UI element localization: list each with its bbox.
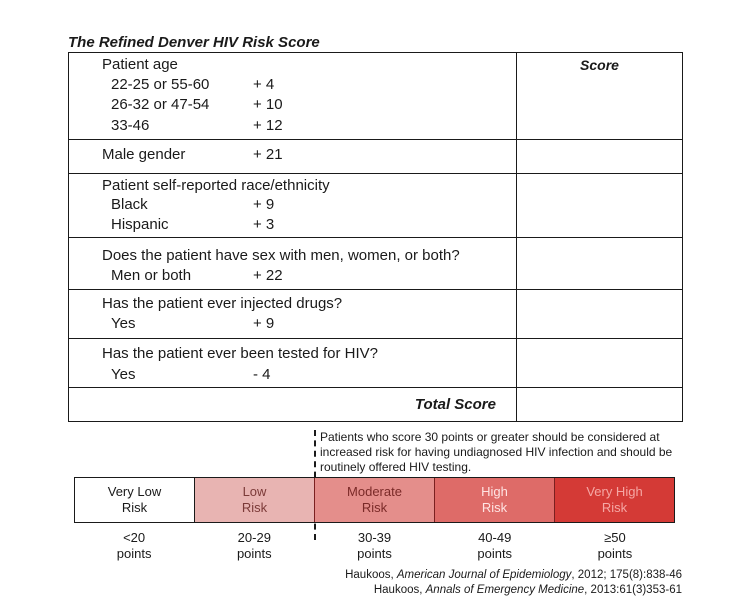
option-points: + 9 — [253, 315, 275, 332]
option-label: 33-46 — [111, 117, 150, 134]
score-column-header: Score — [580, 57, 619, 73]
section-title-race: Patient self-reported race/ethnicity — [102, 177, 330, 194]
section-title-injected-drugs: Has the patient ever injected drugs? — [102, 295, 343, 312]
row-divider — [69, 237, 682, 238]
option-points: + 3 — [253, 216, 275, 233]
risk-points-moderate: 30-39 points — [357, 530, 392, 561]
citation — [345, 569, 682, 581]
option-points: + 12 — [253, 117, 283, 134]
citation-journal: American Journal of Epidemiology — [396, 569, 572, 581]
section-title-hiv-tested: Has the patient ever been tested for HIV? — [102, 345, 378, 362]
option-points: + 4 — [253, 76, 275, 93]
row-divider — [69, 338, 682, 339]
citation-author: Haukoos, — [345, 569, 397, 581]
page-title: The Refined Denver HIV Risk Score — [68, 34, 320, 51]
citation-detail: , 2012; 175(8):838-46 — [571, 569, 682, 581]
risk-points-very-low: <20 points — [116, 530, 152, 561]
risk-level-moderate: Moderate Risk — [315, 478, 435, 522]
option-points: + 9 — [253, 196, 275, 213]
threshold-note: Patients who score 30 points or greater should be considered at increased risk for having undiagnosed HIV infection and should be routinely offered HIV testing. — [320, 430, 673, 474]
citation-author: Haukoos, — [373, 584, 426, 596]
option-label: 22-25 or 55-60 — [111, 76, 210, 93]
option-points: + 10 — [253, 96, 283, 113]
section-points-gender: + 21 — [253, 146, 283, 163]
score-table — [68, 52, 683, 422]
risk-level-very-high: Very High Risk — [555, 478, 674, 522]
citation — [374, 584, 682, 596]
risk-points-very-high: ≥50 points — [597, 530, 633, 561]
row-divider — [69, 139, 682, 140]
option-label: 26-32 or 47-54 — [111, 96, 210, 113]
section-title-age: Patient age — [102, 56, 178, 73]
row-divider — [69, 289, 682, 290]
risk-scale-bar — [74, 477, 675, 523]
section-title-gender: Male gender — [102, 146, 186, 163]
citation-detail: , 2013:61(3)353-61 — [584, 584, 682, 596]
row-divider — [69, 173, 682, 174]
option-label: Yes — [111, 366, 136, 383]
option-label: Yes — [111, 315, 136, 332]
risk-level-very-low: Very Low Risk — [75, 478, 195, 522]
risk-points-row — [74, 530, 675, 562]
total-score-label: Total Score — [414, 396, 496, 413]
section-title-sex-partners: Does the patient have sex with men, women, or both? — [102, 247, 460, 264]
risk-level-low: Low Risk — [195, 478, 315, 522]
option-label: Black — [111, 196, 148, 213]
option-label: Men or both — [111, 267, 192, 284]
option-points: - 4 — [253, 366, 271, 383]
option-points: + 22 — [253, 267, 283, 284]
risk-points-high: 40-49 points — [477, 530, 513, 561]
row-divider — [69, 387, 682, 388]
risk-level-high: High Risk — [435, 478, 555, 522]
option-label: Hispanic — [111, 216, 169, 233]
citation-journal: Annals of Emergency Medicine — [425, 584, 585, 596]
risk-points-low: 20-29 points — [236, 530, 272, 561]
